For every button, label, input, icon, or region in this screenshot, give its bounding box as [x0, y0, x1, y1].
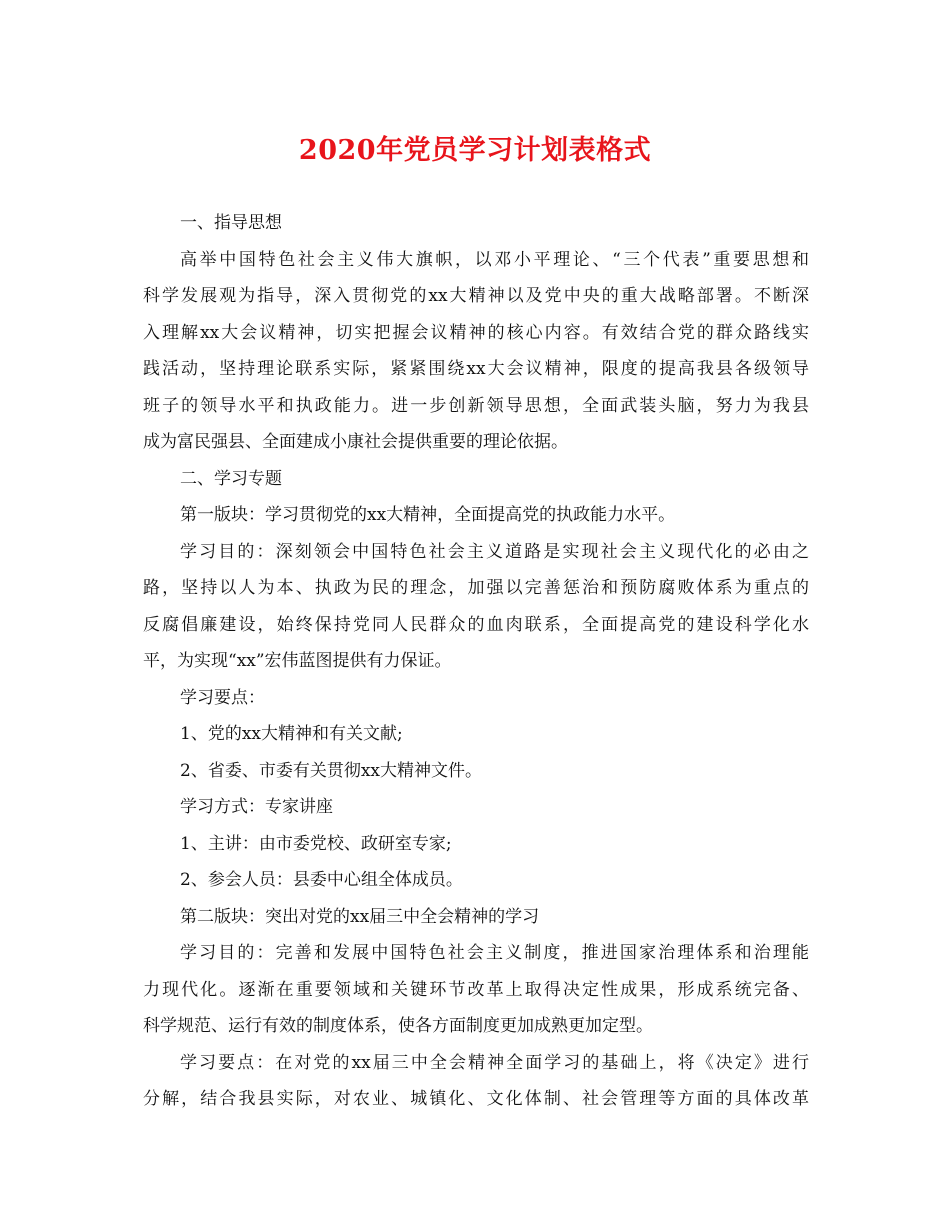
text-line: 成为富民强县、全面建成小康社会提供重要的理论依据。: [143, 432, 568, 452]
text-line: 学习要点：: [180, 687, 265, 708]
text-line: 分解，结合我县实际，对农业、城镇化、文化体制、社会管理等方面的具体改革: [143, 1089, 809, 1109]
text-line: 践活动，坚持理论联系实际，紧紧围绕xx大会议精神，限度的提高我县各级领导: [143, 359, 809, 379]
text-line: 第二版块：突出对党的xx届三中全会精神的学习: [180, 906, 540, 927]
text-line: 学习目的：完善和发展中国特色社会主义制度，推进国家治理体系和治理能: [180, 943, 809, 963]
text-line: 学习目的：深刻领会中国特色社会主义道路是实现社会主义现代化的必由之: [180, 541, 809, 562]
text-line: 高举中国特色社会主义伟大旗帜，以邓小平理论、“三个代表”重要思想和: [180, 249, 809, 270]
text-line: 平，为实现“xx”宏伟蓝图提供有力保证。: [143, 651, 452, 671]
text-line: 路，坚持以人为本、执政为民的理念，加强以完善惩治和预防腐败体系为重点的: [143, 578, 809, 598]
text-line: 2、省委、市委有关贯彻xx大精神文件。: [180, 760, 482, 781]
text-line: 力现代化。逐渐在重要领域和关键环节改革上取得决定性成果，形成系统完备、: [143, 979, 809, 1000]
text-line: 第一版块：学习贯彻党的xx大精神，全面提高党的执政能力水平。: [180, 505, 676, 525]
text-line: 科学发展观为指导，深入贯彻党的xx大精神以及党中央的重大战略部署。不断深: [143, 286, 809, 306]
text-line: 科学规范、运行有效的制度体系，使各方面制度更加成熟更加定型。: [143, 1016, 653, 1036]
text-line: 反腐倡廉建设，始终保持党同人民群众的血肉联系，全面提高党的建设科学化水: [143, 614, 809, 635]
text-line: 1、主讲：由市委党校、政研室专家;: [180, 833, 452, 854]
text-line: 学习方式：专家讲座: [180, 797, 333, 817]
text-line: 2、参会人员：县委中心组全体成员。: [180, 870, 463, 890]
text-line: 学习要点：在对党的xx届三中全会精神全面学习的基础上，将《决定》进行: [180, 1052, 809, 1073]
document-title: 2020年党员学习计划表格式: [298, 135, 652, 166]
text-line: 一、指导思想: [180, 213, 282, 233]
text-line: 二、学习专题: [180, 468, 282, 489]
text-line: 1、党的xx大精神和有关文献;: [180, 724, 403, 744]
document-body: [143, 205, 809, 1118]
text-line: 入理解xx大会议精神，切实把握会议精神的核心内容。有效结合党的群众路线实: [143, 322, 809, 343]
text-line: 班子的领导水平和执政能力。进一步创新领导思想，全面武装头脑，努力为我县: [143, 395, 809, 416]
